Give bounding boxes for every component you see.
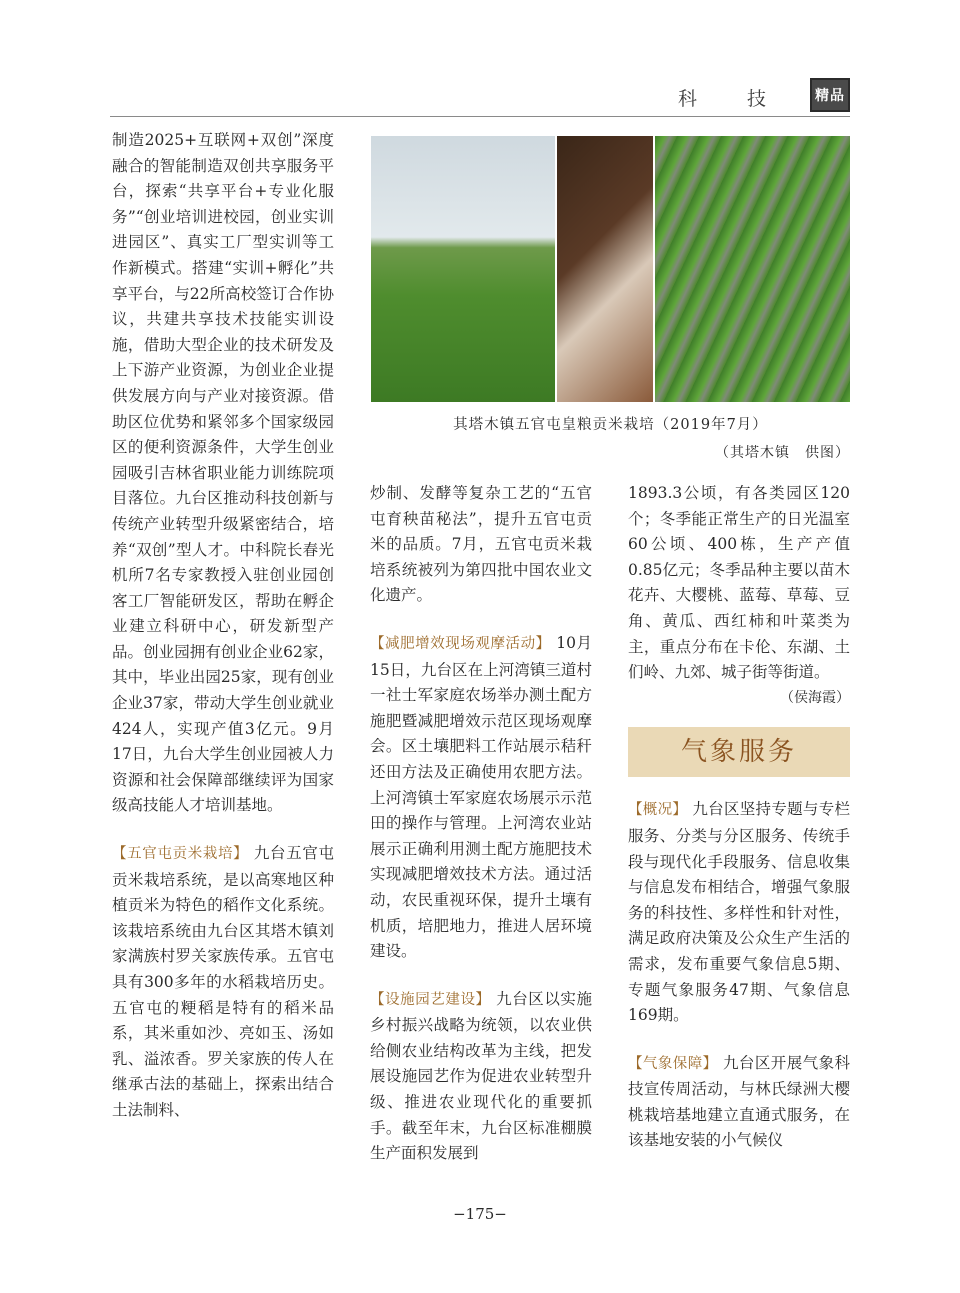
column-1: [112, 128, 334, 1124]
jingpin-logo: 精品: [810, 78, 850, 112]
rice-product-photo: [557, 136, 653, 402]
paragraph-text: 九台区开展气象科技宣传周活动，与林氏绿洲大樱桃栽培基地建立直通式服务，在该基地安装的小气候仪: [628, 1053, 851, 1150]
section-heading-meteorology: 气象服务: [628, 727, 850, 777]
paragraph-horticulture: [370, 987, 592, 1167]
figure-credit: （其塔木镇 供图）: [715, 445, 850, 461]
figure-caption: 其塔木镇五官屯皇粮贡米栽培（2019年7月）: [453, 417, 768, 433]
rice-field-photo: [371, 136, 555, 402]
column-3: [628, 481, 850, 1154]
paragraph-meteorology-overview: [628, 797, 850, 1028]
section-label: 科 技: [677, 88, 788, 110]
paragraph-wuguantun-rice: [112, 841, 334, 1124]
keyword-fertilizer: 【减肥增效现场观摩活动】: [370, 635, 551, 652]
keyword-horticulture: 【设施园艺建设】: [370, 991, 491, 1008]
header-rule: [110, 116, 850, 117]
paragraph-text: 九台五官屯贡米栽培系统，是以高寒地区种植贡米为特色的稻作文化系统。该栽培系统由九台区其塔木镇刘家满族村罗关家族传承。五官屯具有300多年的水稻栽培历史。五官屯的粳稻是特有的稻米品系，其米重如沙、亮如玉、汤如乳、溢浓香。罗关家族的传人在继承古法的基础上，探索出结合土法制料、: [112, 844, 334, 1119]
page-header: [110, 78, 850, 118]
author-credit: （侯海霞）: [780, 689, 850, 706]
paragraph-text: 九台区坚持专题与专栏服务、分类与分区服务、传统手段与现代化手段服务、信息收集与信息发布相结合，增强气象服务的科技性、多样性和针对性，满足政府决策及公众生产生活的需求，发布重要气象信息5期、专题气象服务47期、气象信息169期。: [628, 800, 851, 1025]
paragraph-meteorology-support: [628, 1051, 850, 1154]
paragraph-horticulture-continued: 1893.3公顷，有各类园区120个；冬季能正常生产的日光温室60公顷、400栋，生产产值0.85亿元；冬季品种主要以苗木花卉、大樱桃、蓝莓、草莓、豆角、黄瓜、西红柿和叶菜类为主，重点分布在卡伦、东湖、土们岭、九郊、城子街等街道。: [628, 484, 850, 682]
column-2: [370, 481, 592, 1167]
paragraph-text: 九台区以实施乡村振兴战略为统领，以农业供给侧农业结构改革为主线，把发展设施园艺作为促进农业转型升级、推进农业现代化的重要抓手。截至年末，九台区标准棚膜生产面积发展到: [370, 989, 592, 1163]
paragraph-text: 10月15日，九台区在上河湾镇三道村一社士军家庭农场举办测土配方施肥暨减肥增效示范区现场观摩会。区土壤肥料工作站展示秸秆还田方法及正确使用农肥方法。上河湾镇士军家庭农场展示示范田的操作与管理。上河湾农业站展示正确利用测土配方施肥技术实现减肥增效技术方法。通过活动，农民重视环保，提升土壤有机质，培肥地力，推进人居环境建设。: [370, 633, 593, 961]
paragraph-fertilizer-event: [370, 631, 592, 965]
page-number: −175−: [453, 1205, 507, 1223]
photo-strip: [371, 136, 850, 402]
paragraph-rice-continued: 炒制、发酵等复杂工艺的“五官屯育秧苗秘法”，提升五官屯贡米的品质。7月，五官屯贡米栽培系统被列为第四批中国农业文化遗产。: [370, 484, 592, 605]
paragraph-startup-park: 制造2025+互联网+双创”深度融合的智能制造双创共享服务平台，探索“共享平台+专业化服务”“创业培训进校园，创业实训进园区”、真实工厂型实训等工作新模式。搭建“实训+孵化”共享平台，与22所高校签订合作协议，共建共享技术技能实训设施，借助大型企业的技术研发及上下游产业资源，为创业企业提供发展方向与产业对接资源。借助区位优势和紧邻多个国家级园区的便利资源条件，大学生创业园吸引吉林省职业能力训练院项目落位。九台区推动科技创新与传统产业转型升级紧密结合，培养“双创”型人才。中科院长春光机所7名专家教授入驻创业园创客工厂智能研发区，帮助在孵企业建立科研中心，研发新型产品。创业园拥有创业企业62家，其中，毕业出园25家，现有创业企业37家，带动大学生创业就业424人，实现产值3亿元。9月17日，九台大学生创业园被人力资源和社会保障部继续评为国家级高技能人才培训基地。: [112, 131, 334, 815]
keyword-wuguantun: 【五官屯贡米栽培】: [112, 846, 249, 863]
keyword-overview: 【概况】: [628, 802, 688, 819]
rice-seedling-rows-photo: [655, 136, 850, 402]
keyword-support: 【气象保障】: [628, 1055, 718, 1072]
